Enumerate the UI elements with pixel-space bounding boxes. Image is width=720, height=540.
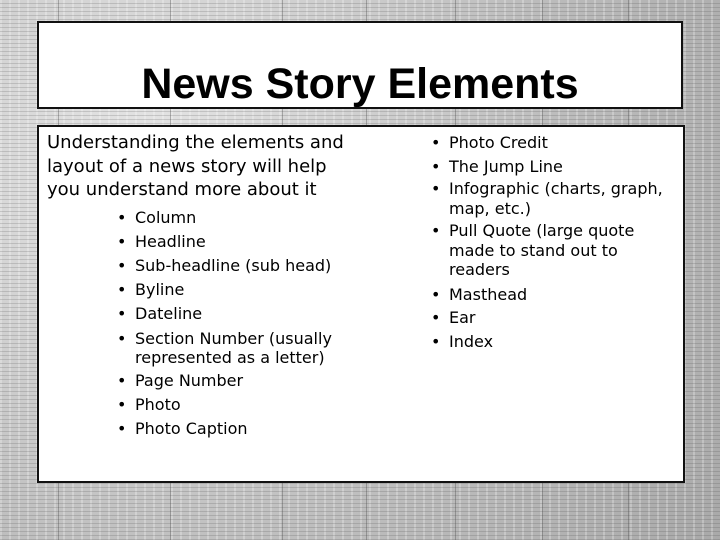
list-item-text: Pull Quote (large quote made to stand out to readers (449, 221, 635, 279)
list-item-text: Sub-headline (sub head) (135, 255, 332, 275)
content-box (37, 125, 685, 483)
bullet-icon: • (117, 303, 127, 323)
list-item-text: Photo Credit (449, 133, 548, 152)
bullet-icon: • (431, 156, 441, 176)
list-item (117, 417, 347, 441)
left-bullet-list-continued (117, 369, 347, 441)
bullet-icon: • (117, 328, 127, 348)
list-item-text: Page Number (135, 370, 244, 390)
list-item-text: Photo Caption (135, 418, 248, 438)
list-item-text: Section Number (usually represented as a letter) (135, 328, 332, 367)
list-item-text: The Jump Line (449, 156, 563, 176)
list-item (117, 369, 347, 393)
bullet-icon: • (431, 308, 441, 327)
list-item-text: Ear (449, 308, 476, 327)
list-item (117, 328, 347, 367)
title-box (37, 21, 683, 109)
list-item (117, 206, 347, 230)
list-item-text: Masthead (449, 284, 528, 304)
bullet-icon: • (117, 231, 127, 251)
bullet-icon: • (431, 221, 441, 240)
list-item (431, 283, 677, 307)
left-column (47, 131, 347, 441)
bullet-icon: • (431, 133, 441, 152)
list-item (431, 179, 677, 218)
list-item (431, 155, 677, 179)
intro-text: Understanding the elements and layout of a news story will help you understand more about it (47, 132, 344, 200)
list-item (117, 230, 347, 254)
right-bullet-list (431, 131, 677, 353)
list-item (431, 221, 677, 280)
list-item (117, 302, 347, 326)
bullet-icon: • (431, 284, 441, 304)
list-item (117, 393, 347, 417)
list-item (117, 254, 347, 278)
list-item (431, 131, 677, 155)
list-item-text: Dateline (135, 303, 203, 323)
bullet-icon: • (117, 207, 127, 227)
bullet-icon: • (117, 255, 127, 275)
bullet-icon: • (431, 179, 441, 198)
left-bullet-list (117, 206, 347, 367)
list-item-text: Infographic (charts, graph, map, etc.) (449, 179, 663, 218)
list-item-text: Headline (135, 231, 206, 251)
bullet-icon: • (431, 331, 441, 351)
list-item (431, 330, 677, 354)
bullet-icon: • (117, 279, 127, 299)
list-item-text: Byline (135, 279, 185, 299)
bullet-icon: • (117, 418, 127, 438)
list-item-text: Index (449, 331, 494, 351)
list-item (117, 278, 347, 302)
bullet-icon: • (117, 394, 127, 414)
list-item (431, 306, 677, 330)
slide-title: News Story Elements (141, 60, 579, 108)
right-column (427, 131, 677, 353)
bullet-icon: • (117, 370, 127, 390)
list-item-text: Column (135, 207, 197, 227)
list-item-text: Photo (135, 394, 181, 414)
